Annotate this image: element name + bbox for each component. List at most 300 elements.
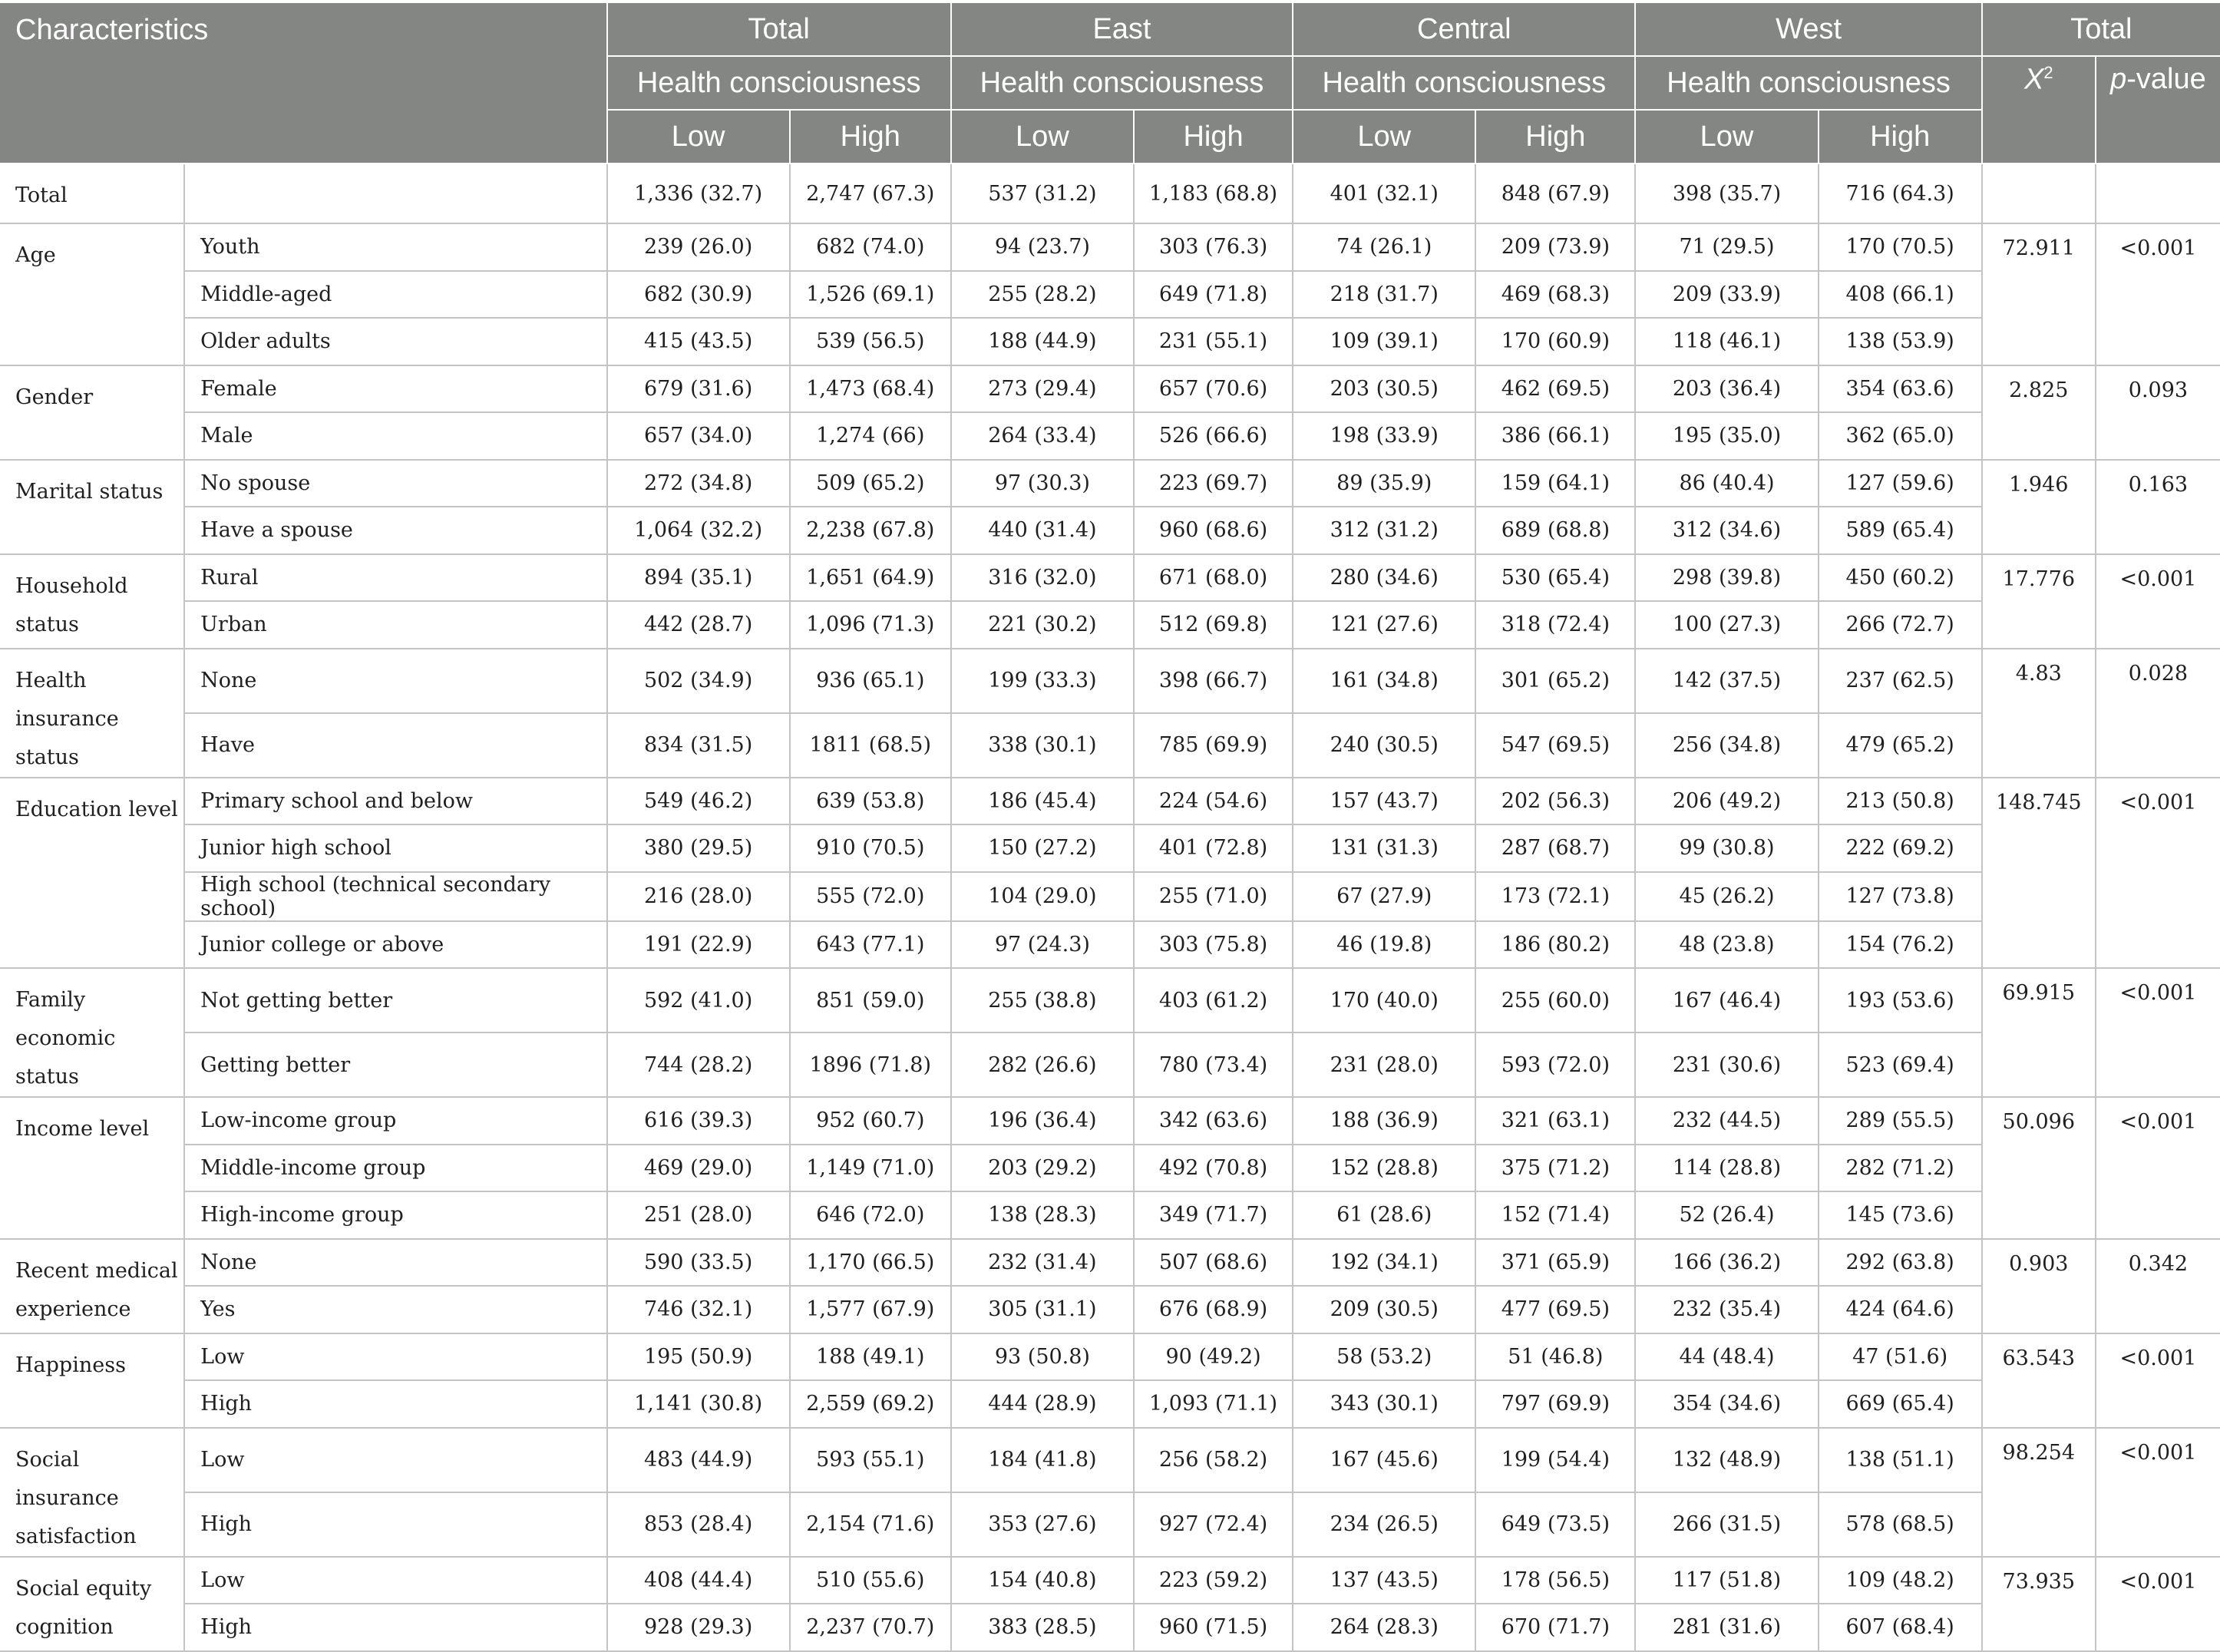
value-cell: 682 (30.9): [607, 271, 790, 319]
value-cell: 1,183 (68.8): [1134, 164, 1293, 223]
value-cell: 264 (33.4): [951, 412, 1134, 460]
value-cell: 403 (61.2): [1134, 968, 1293, 1032]
value-cell: 109 (39.1): [1293, 318, 1475, 365]
value-cell: 960 (71.5): [1134, 1604, 1293, 1651]
category-label: High: [184, 1492, 606, 1557]
value-cell: 371 (65.9): [1475, 1239, 1635, 1287]
value-cell: 264 (28.3): [1293, 1604, 1475, 1651]
value-cell: 216 (28.0): [607, 872, 790, 921]
value-cell: 509 (65.2): [790, 460, 951, 507]
group-label: Family economic status: [0, 968, 184, 1097]
value-cell: 785 (69.9): [1134, 713, 1293, 778]
value-cell: 251 (28.0): [607, 1191, 790, 1239]
value-cell: 349 (71.7): [1134, 1191, 1293, 1239]
value-cell: 338 (30.1): [951, 713, 1134, 778]
value-cell: 593 (55.1): [790, 1428, 951, 1492]
group-label: Marital status: [0, 460, 184, 554]
value-cell: 298 (39.8): [1635, 554, 1818, 602]
value-cell: 195 (50.9): [607, 1333, 790, 1381]
value-cell: 138 (28.3): [951, 1191, 1134, 1239]
value-cell: 2,747 (67.3): [790, 164, 951, 223]
value-cell: 159 (64.1): [1475, 460, 1635, 507]
p-value: <0.001: [2096, 778, 2220, 969]
chi-square-value: 72.911: [1982, 223, 2096, 365]
value-cell: 192 (34.1): [1293, 1239, 1475, 1287]
value-cell: 292 (63.8): [1819, 1239, 1982, 1287]
header-hc-west: Health consciousness: [1635, 56, 1981, 110]
value-cell: 523 (69.4): [1819, 1032, 1982, 1097]
value-cell: 303 (75.8): [1134, 921, 1293, 969]
value-cell: 255 (71.0): [1134, 872, 1293, 921]
value-cell: 152 (71.4): [1475, 1191, 1635, 1239]
table-row: [0, 1557, 2220, 1604]
value-cell: 232 (31.4): [951, 1239, 1134, 1287]
value-cell: 255 (28.2): [951, 271, 1134, 319]
value-cell: 398 (35.7): [1635, 164, 1818, 223]
value-cell: 607 (68.4): [1819, 1604, 1982, 1651]
value-cell: 539 (56.5): [790, 318, 951, 365]
value-cell: 282 (71.2): [1819, 1145, 1982, 1192]
value-cell: 952 (60.7): [790, 1097, 951, 1145]
chi-square-value: 4.83: [1982, 649, 2096, 778]
chi-square-value: 2.825: [1982, 365, 2096, 460]
row-label: Total: [0, 164, 184, 223]
value-cell: 354 (34.6): [1635, 1380, 1818, 1428]
value-cell: 232 (44.5): [1635, 1097, 1818, 1145]
p-value: 0.163: [2096, 460, 2220, 554]
group-label: Health insurance status: [0, 649, 184, 778]
category-label: High: [184, 1380, 606, 1428]
value-cell: 178 (56.5): [1475, 1557, 1635, 1604]
value-cell: 196 (36.4): [951, 1097, 1134, 1145]
value-cell: 492 (70.8): [1134, 1145, 1293, 1192]
p-value: <0.001: [2096, 1097, 2220, 1239]
value-cell: 2,559 (69.2): [790, 1380, 951, 1428]
header-chi-square: $X^2$: [1982, 56, 2096, 164]
chi-square-value: 73.935: [1982, 1557, 2096, 1651]
value-cell: 2,237 (70.7): [790, 1604, 951, 1651]
value-cell: 1,473 (68.4): [790, 365, 951, 413]
value-cell: 343 (30.1): [1293, 1380, 1475, 1428]
value-cell: 479 (65.2): [1819, 713, 1982, 778]
table-row: [0, 1286, 2220, 1333]
value-cell: 256 (58.2): [1134, 1428, 1293, 1492]
group-label: Happiness: [0, 1333, 184, 1428]
value-cell: 671 (68.0): [1134, 554, 1293, 602]
group-label: Recent medical experience: [0, 1239, 184, 1333]
value-cell: 223 (59.2): [1134, 1557, 1293, 1604]
category-label: Low: [184, 1428, 606, 1492]
value-cell: 90 (49.2): [1134, 1333, 1293, 1381]
chi-square-value: 63.543: [1982, 1333, 2096, 1428]
value-cell: 960 (68.6): [1134, 507, 1293, 554]
value-cell: 255 (60.0): [1475, 968, 1635, 1032]
value-cell: 199 (54.4): [1475, 1428, 1635, 1492]
p-value: 0.028: [2096, 649, 2220, 778]
value-cell: 188 (36.9): [1293, 1097, 1475, 1145]
value-cell: 851 (59.0): [790, 968, 951, 1032]
header-stats-total: Total: [1982, 3, 2220, 56]
table-row: [0, 412, 2220, 460]
value-cell: 716 (64.3): [1819, 164, 1982, 223]
value-cell: 408 (66.1): [1819, 271, 1982, 319]
value-cell: 231 (55.1): [1134, 318, 1293, 365]
category-label: High: [184, 1604, 606, 1651]
value-cell: 104 (29.0): [951, 872, 1134, 921]
value-cell: 232 (35.4): [1635, 1286, 1818, 1333]
value-cell: 89 (35.9): [1293, 460, 1475, 507]
table-row: [0, 365, 2220, 413]
value-cell: 46 (19.8): [1293, 921, 1475, 969]
value-cell: 303 (76.3): [1134, 223, 1293, 271]
value-cell: 145 (73.6): [1819, 1191, 1982, 1239]
value-cell: 154 (40.8): [951, 1557, 1134, 1604]
p-value: <0.001: [2096, 223, 2220, 365]
category-label: Middle-income group: [184, 1145, 606, 1192]
characteristics-table: [0, 3, 2220, 1652]
p-value: <0.001: [2096, 1557, 2220, 1651]
chi-square-value: 50.096: [1982, 1097, 2096, 1239]
value-cell: 121 (27.6): [1293, 601, 1475, 649]
value-cell: 209 (73.9): [1475, 223, 1635, 271]
value-cell: 213 (50.8): [1819, 778, 1982, 825]
value-cell: 97 (30.3): [951, 460, 1134, 507]
value-cell: 203 (36.4): [1635, 365, 1818, 413]
category-label: Low: [184, 1333, 606, 1381]
value-cell: 424 (64.6): [1819, 1286, 1982, 1333]
value-cell: 118 (46.1): [1635, 318, 1818, 365]
value-cell: 682 (74.0): [790, 223, 951, 271]
value-cell: 218 (31.7): [1293, 271, 1475, 319]
value-cell: 670 (71.7): [1475, 1604, 1635, 1651]
category-label: Junior high school: [184, 824, 606, 872]
value-cell: 71 (29.5): [1635, 223, 1818, 271]
value-cell: 502 (34.9): [607, 649, 790, 713]
value-cell: 1,577 (67.9): [790, 1286, 951, 1333]
value-cell: 86 (40.4): [1635, 460, 1818, 507]
value-cell: 132 (48.9): [1635, 1428, 1818, 1492]
value-cell: 1,274 (66): [790, 412, 951, 460]
value-cell: 195 (35.0): [1635, 412, 1818, 460]
value-cell: 689 (68.8): [1475, 507, 1635, 554]
table-row: [0, 1604, 2220, 1651]
value-cell: 157 (43.7): [1293, 778, 1475, 825]
table-row: [0, 460, 2220, 507]
value-cell: 589 (65.4): [1819, 507, 1982, 554]
table-row: [0, 921, 2220, 969]
table-row: [0, 1333, 2220, 1381]
header-total: Total: [607, 3, 951, 56]
value-cell: 287 (68.7): [1475, 824, 1635, 872]
value-cell: 312 (34.6): [1635, 507, 1818, 554]
value-cell: 58 (53.2): [1293, 1333, 1475, 1381]
header-central: Central: [1293, 3, 1635, 56]
group-label: Income level: [0, 1097, 184, 1239]
value-cell: 354 (63.6): [1819, 365, 1982, 413]
value-cell: 117 (51.8): [1635, 1557, 1818, 1604]
p-value: <0.001: [2096, 1333, 2220, 1428]
value-cell: 401 (72.8): [1134, 824, 1293, 872]
value-cell: 152 (28.8): [1293, 1145, 1475, 1192]
value-cell: 97 (24.3): [951, 921, 1134, 969]
value-cell: 1,064 (32.2): [607, 507, 790, 554]
category-label: Low: [184, 1557, 606, 1604]
table-row: [0, 778, 2220, 825]
value-cell: 142 (37.5): [1635, 649, 1818, 713]
header-high: High: [1134, 110, 1293, 164]
header-low: Low: [1293, 110, 1475, 164]
value-cell: 231 (30.6): [1635, 1032, 1818, 1097]
table-row: [0, 164, 2220, 223]
header-high: High: [1819, 110, 1982, 164]
category-label: Not getting better: [184, 968, 606, 1032]
value-cell: 138 (53.9): [1819, 318, 1982, 365]
value-cell: 512 (69.8): [1134, 601, 1293, 649]
table-row: [0, 713, 2220, 778]
value-cell: 469 (68.3): [1475, 271, 1635, 319]
category-label: Youth: [184, 223, 606, 271]
value-cell: 593 (72.0): [1475, 1032, 1635, 1097]
value-cell: 507 (68.6): [1134, 1239, 1293, 1287]
value-cell: 170 (60.9): [1475, 318, 1635, 365]
value-cell: 203 (30.5): [1293, 365, 1475, 413]
value-cell: 639 (53.8): [790, 778, 951, 825]
value-cell: 127 (73.8): [1819, 872, 1982, 921]
header-low: Low: [607, 110, 790, 164]
table-row: [0, 649, 2220, 713]
value-cell: 256 (34.8): [1635, 713, 1818, 778]
value-cell: 676 (68.9): [1134, 1286, 1293, 1333]
value-cell: 526 (66.6): [1134, 412, 1293, 460]
value-cell: 643 (77.1): [790, 921, 951, 969]
value-cell: 1,526 (69.1): [790, 271, 951, 319]
value-cell: 74 (26.1): [1293, 223, 1475, 271]
table-row: [0, 1428, 2220, 1492]
chi-square-value: 0.903: [1982, 1239, 2096, 1333]
category-label: Junior college or above: [184, 921, 606, 969]
value-cell: 477 (69.5): [1475, 1286, 1635, 1333]
category-label: No spouse: [184, 460, 606, 507]
value-cell: 415 (43.5): [607, 318, 790, 365]
value-cell: 910 (70.5): [790, 824, 951, 872]
value-cell: 191 (22.9): [607, 921, 790, 969]
value-cell: 1,149 (71.0): [790, 1145, 951, 1192]
value-cell: 616 (39.3): [607, 1097, 790, 1145]
value-cell: 1,651 (64.9): [790, 554, 951, 602]
value-cell: 52 (26.4): [1635, 1191, 1818, 1239]
value-cell: 209 (30.5): [1293, 1286, 1475, 1333]
value-cell: 380 (29.5): [607, 824, 790, 872]
value-cell: 592 (41.0): [607, 968, 790, 1032]
value-cell: 1,141 (30.8): [607, 1380, 790, 1428]
header-hc-east: Health consciousness: [951, 56, 1293, 110]
value-cell: 549 (46.2): [607, 778, 790, 825]
value-cell: 166 (36.2): [1635, 1239, 1818, 1287]
group-label: Social equity cognition: [0, 1557, 184, 1651]
value-cell: 353 (27.6): [951, 1492, 1134, 1557]
value-cell: 848 (67.9): [1475, 164, 1635, 223]
empty-cell: [184, 164, 606, 223]
chi-square-value: 148.745: [1982, 778, 2096, 969]
table-row: [0, 223, 2220, 271]
value-cell: 469 (29.0): [607, 1145, 790, 1192]
p-value: <0.001: [2096, 1428, 2220, 1557]
value-cell: 649 (73.5): [1475, 1492, 1635, 1557]
p-value: <0.001: [2096, 968, 2220, 1097]
value-cell: 401 (32.1): [1293, 164, 1475, 223]
value-cell: 161 (34.8): [1293, 649, 1475, 713]
value-cell: 203 (29.2): [951, 1145, 1134, 1192]
p-value: 0.093: [2096, 365, 2220, 460]
value-cell: 408 (44.4): [607, 1557, 790, 1604]
group-label: Social insurance satisfaction: [0, 1428, 184, 1557]
value-cell: 47 (51.6): [1819, 1333, 1982, 1381]
value-cell: 936 (65.1): [790, 649, 951, 713]
value-cell: 547 (69.5): [1475, 713, 1635, 778]
value-cell: 362 (65.0): [1819, 412, 1982, 460]
value-cell: 305 (31.1): [951, 1286, 1134, 1333]
category-label: Male: [184, 412, 606, 460]
table-header: [0, 3, 2220, 164]
category-label: None: [184, 1239, 606, 1287]
table-row: [0, 872, 2220, 921]
value-cell: 450 (60.2): [1819, 554, 1982, 602]
value-cell: 193 (53.6): [1819, 968, 1982, 1032]
value-cell: 744 (28.2): [607, 1032, 790, 1097]
table-row: [0, 824, 2220, 872]
value-cell: 375 (71.2): [1475, 1145, 1635, 1192]
value-cell: 440 (31.4): [951, 507, 1134, 554]
group-label: Household status: [0, 554, 184, 649]
value-cell: 1,336 (32.7): [607, 164, 790, 223]
value-cell: 1,096 (71.3): [790, 601, 951, 649]
value-cell: 398 (66.7): [1134, 649, 1293, 713]
value-cell: 222 (69.2): [1819, 824, 1982, 872]
value-cell: 272 (34.8): [607, 460, 790, 507]
value-cell: 100 (27.3): [1635, 601, 1818, 649]
chi-square-value: 98.254: [1982, 1428, 2096, 1557]
value-cell: 1811 (68.5): [790, 713, 951, 778]
table-row: [0, 1239, 2220, 1287]
table-row: [0, 271, 2220, 319]
value-cell: 93 (50.8): [951, 1333, 1134, 1381]
value-cell: 150 (27.2): [951, 824, 1134, 872]
header-high: High: [1475, 110, 1635, 164]
value-cell: 231 (28.0): [1293, 1032, 1475, 1097]
category-label: Rural: [184, 554, 606, 602]
category-label: Have: [184, 713, 606, 778]
value-cell: 282 (26.6): [951, 1032, 1134, 1097]
value-cell: 173 (72.1): [1475, 872, 1635, 921]
value-cell: 2,154 (71.6): [790, 1492, 951, 1557]
value-cell: 188 (44.9): [951, 318, 1134, 365]
value-cell: 48 (23.8): [1635, 921, 1818, 969]
value-cell: 44 (48.4): [1635, 1333, 1818, 1381]
category-label: Primary school and below: [184, 778, 606, 825]
value-cell: 657 (70.6): [1134, 365, 1293, 413]
value-cell: 797 (69.9): [1475, 1380, 1635, 1428]
category-label: None: [184, 649, 606, 713]
value-cell: 114 (28.8): [1635, 1145, 1818, 1192]
value-cell: 853 (28.4): [607, 1492, 790, 1557]
category-label: Urban: [184, 601, 606, 649]
table-row: [0, 968, 2220, 1032]
value-cell: 237 (62.5): [1819, 649, 1982, 713]
value-cell: 321 (63.1): [1475, 1097, 1635, 1145]
value-cell: 746 (32.1): [607, 1286, 790, 1333]
value-cell: 138 (51.1): [1819, 1428, 1982, 1492]
table-row: [0, 507, 2220, 554]
value-cell: 555 (72.0): [790, 872, 951, 921]
value-cell: 301 (65.2): [1475, 649, 1635, 713]
value-cell: 444 (28.9): [951, 1380, 1134, 1428]
value-cell: 45 (26.2): [1635, 872, 1818, 921]
value-cell: 61 (28.6): [1293, 1191, 1475, 1239]
value-cell: 186 (80.2): [1475, 921, 1635, 969]
table-row: [0, 601, 2220, 649]
value-cell: 255 (38.8): [951, 968, 1134, 1032]
value-cell: 289 (55.5): [1819, 1097, 1982, 1145]
value-cell: 67 (27.9): [1293, 872, 1475, 921]
value-cell: 590 (33.5): [607, 1239, 790, 1287]
p-value: <0.001: [2096, 554, 2220, 649]
group-label: Age: [0, 223, 184, 365]
header-hc-total: Health consciousness: [607, 56, 951, 110]
chi-square-value: 1.946: [1982, 460, 2096, 554]
value-cell: 167 (45.6): [1293, 1428, 1475, 1492]
value-cell: 462 (69.5): [1475, 365, 1635, 413]
value-cell: 266 (31.5): [1635, 1492, 1818, 1557]
value-cell: 442 (28.7): [607, 601, 790, 649]
value-cell: 316 (32.0): [951, 554, 1134, 602]
table-row: [0, 1191, 2220, 1239]
category-label: Older adults: [184, 318, 606, 365]
value-cell: 131 (31.3): [1293, 824, 1475, 872]
table-row: [0, 1492, 2220, 1557]
value-cell: 578 (68.5): [1819, 1492, 1982, 1557]
table-row: [0, 1097, 2220, 1145]
category-label: Getting better: [184, 1032, 606, 1097]
value-cell: 206 (49.2): [1635, 778, 1818, 825]
category-label: Have a spouse: [184, 507, 606, 554]
value-cell: 94 (23.7): [951, 223, 1134, 271]
table-body: [0, 164, 2220, 1651]
empty-cell: [2096, 164, 2220, 223]
value-cell: 679 (31.6): [607, 365, 790, 413]
value-cell: 198 (33.9): [1293, 412, 1475, 460]
value-cell: 199 (33.3): [951, 649, 1134, 713]
group-label: Gender: [0, 365, 184, 460]
table-row: [0, 1032, 2220, 1097]
value-cell: 1896 (71.8): [790, 1032, 951, 1097]
value-cell: 649 (71.8): [1134, 271, 1293, 319]
value-cell: 266 (72.7): [1819, 601, 1982, 649]
value-cell: 99 (30.8): [1635, 824, 1818, 872]
header-high: High: [790, 110, 951, 164]
value-cell: 510 (55.6): [790, 1557, 951, 1604]
value-cell: 184 (41.8): [951, 1428, 1134, 1492]
value-cell: 239 (26.0): [607, 223, 790, 271]
table-row: [0, 554, 2220, 602]
value-cell: 188 (49.1): [790, 1333, 951, 1381]
header-east: East: [951, 3, 1293, 56]
value-cell: 1,093 (71.1): [1134, 1380, 1293, 1428]
p-value: 0.342: [2096, 1239, 2220, 1333]
value-cell: 342 (63.6): [1134, 1097, 1293, 1145]
value-cell: 386 (66.1): [1475, 412, 1635, 460]
value-cell: 202 (56.3): [1475, 778, 1635, 825]
table-row: [0, 318, 2220, 365]
